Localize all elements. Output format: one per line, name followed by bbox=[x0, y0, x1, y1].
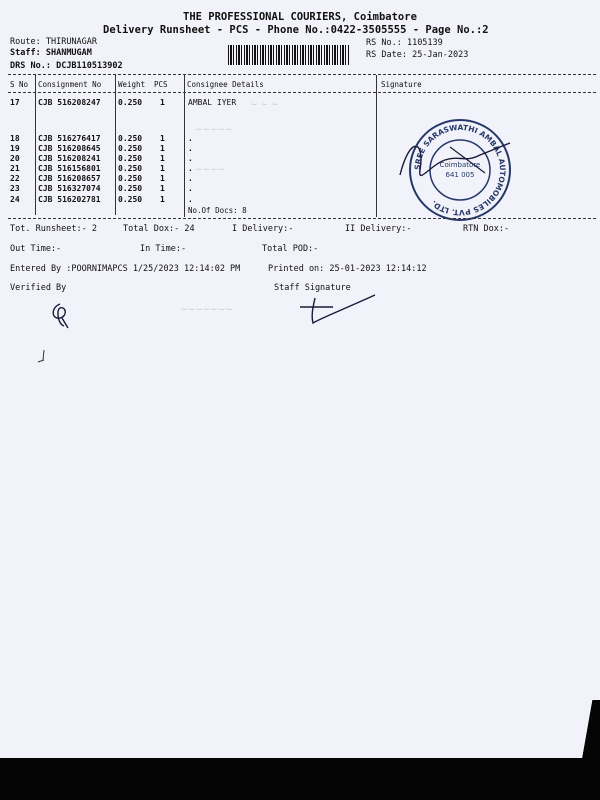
row-consignee: . bbox=[188, 154, 193, 163]
row-consignment: CJB 516208657 bbox=[38, 174, 101, 183]
row-weight: 0.250 bbox=[118, 144, 143, 153]
seal-pin: 641 005 bbox=[445, 171, 475, 179]
row-sno: 21 bbox=[10, 164, 20, 173]
entered-by: Entered By :POORNIMAPCS 1/25/2023 12:14:02 PM bbox=[10, 264, 241, 274]
scan-edge bbox=[580, 700, 600, 760]
scan-edge bbox=[0, 758, 600, 800]
row-consignee: . bbox=[188, 184, 193, 193]
route-line bbox=[10, 37, 97, 47]
bleed-through-text: ~~~~~~~ bbox=[180, 305, 233, 315]
row-sno: 24 bbox=[10, 195, 20, 204]
bleed-through-text: ~~~~ bbox=[195, 165, 226, 175]
staff-line bbox=[10, 48, 92, 58]
route-label: Route: bbox=[10, 37, 41, 47]
row-pcs: 1 bbox=[160, 164, 165, 173]
col-consignee: Consignee Details bbox=[187, 80, 264, 89]
out-time: Out Time:- bbox=[10, 244, 62, 254]
divider bbox=[8, 74, 596, 75]
consignee-signature bbox=[390, 125, 520, 205]
bleed-through-text: ~ ~ ~ bbox=[250, 100, 279, 110]
row-pcs: 1 bbox=[160, 134, 165, 143]
rs-date-label: RS Date: bbox=[366, 50, 407, 60]
rtn-dox: RTN Dox:- bbox=[463, 224, 510, 234]
column-divider bbox=[184, 75, 185, 217]
col-signature: Signature bbox=[381, 80, 422, 89]
row-sno: 18 bbox=[10, 134, 20, 143]
staff-signature bbox=[295, 293, 380, 325]
row-pcs: 1 bbox=[160, 98, 165, 107]
rs-date-value: 25-Jan-2023 bbox=[412, 50, 469, 60]
row-pcs: 1 bbox=[160, 195, 165, 204]
row-consignment: CJB 516156801 bbox=[38, 164, 101, 173]
rs-date-line bbox=[366, 50, 468, 60]
divider bbox=[8, 218, 596, 219]
divider bbox=[8, 92, 596, 93]
row-weight: 0.250 bbox=[118, 184, 143, 193]
row-consignee: . bbox=[188, 134, 193, 143]
bleed-through-text: ~~~~~ bbox=[195, 125, 233, 135]
route-value: THIRUNAGAR bbox=[45, 37, 98, 47]
row-pcs: 1 bbox=[160, 184, 165, 193]
row-sno: 17 bbox=[10, 98, 20, 107]
row-sno: 23 bbox=[10, 184, 20, 193]
row-consignment: CJB 516208247 bbox=[38, 98, 101, 107]
row-pcs: 1 bbox=[160, 144, 165, 153]
row-pcs: 1 bbox=[160, 174, 165, 183]
total-pod: Total POD:- bbox=[262, 244, 319, 254]
ii-delivery: II Delivery:- bbox=[345, 224, 412, 234]
row-sno: 19 bbox=[10, 144, 20, 153]
row-sno: 22 bbox=[10, 174, 20, 183]
col-consignment: Consignment No bbox=[38, 80, 102, 89]
runsheet-subtitle: Delivery Runsheet - PCS - Phone No.:0422-3505555 - Page No.:2 bbox=[103, 24, 489, 36]
rs-no-line bbox=[366, 38, 443, 48]
staff-signature-label: Staff Signature bbox=[274, 283, 351, 293]
rs-no-value: 1105139 bbox=[406, 38, 443, 48]
verifier-initials bbox=[48, 300, 78, 332]
row-consignee: . bbox=[188, 164, 193, 173]
barcode bbox=[228, 45, 350, 65]
pen-mark bbox=[36, 348, 50, 364]
row-consignee: AMBAL IYER bbox=[188, 98, 237, 107]
row-consignee: . bbox=[188, 195, 193, 204]
row-consignment: CJB 516202781 bbox=[38, 195, 101, 204]
col-pcs: PCS bbox=[154, 80, 168, 89]
verified-by: Verified By bbox=[10, 283, 67, 293]
staff-label: Staff: bbox=[10, 48, 41, 58]
printed-on: Printed on: 25-01-2023 12:14:12 bbox=[268, 264, 427, 274]
row-consignment: CJB 516327074 bbox=[38, 184, 101, 193]
seal-text: SREE SARASWATHI AMBAL AUTOMOBILES PVT. LTD. bbox=[412, 122, 508, 218]
rs-no-label: RS No.: bbox=[366, 38, 402, 48]
col-weight: Weight bbox=[118, 80, 146, 89]
drs-label: DRS No.: bbox=[10, 61, 51, 71]
column-divider bbox=[376, 75, 377, 217]
row-weight: 0.250 bbox=[118, 164, 143, 173]
column-divider bbox=[35, 75, 36, 215]
company-title: THE PROFESSIONAL COURIERS, Coimbatore bbox=[183, 11, 417, 23]
column-divider bbox=[115, 75, 116, 215]
row-consignment: CJB 516276417 bbox=[38, 134, 101, 143]
i-delivery: I Delivery:- bbox=[232, 224, 294, 234]
drs-line bbox=[10, 61, 123, 71]
total-dox: Total Dox:- 24 bbox=[123, 224, 195, 234]
in-time: In Time:- bbox=[140, 244, 187, 254]
tot-runsheet: Tot. Runsheet:- 2 bbox=[10, 224, 97, 234]
row-consignee: . bbox=[188, 144, 193, 153]
row-sno: 20 bbox=[10, 154, 20, 163]
staff-value: SHANMUGAM bbox=[45, 48, 92, 58]
seal-city: Coimbatore bbox=[439, 161, 481, 169]
docs-count: No.Of Docs: 8 bbox=[188, 206, 247, 215]
row-consignment: CJB 516208645 bbox=[38, 144, 101, 153]
col-sno: S No bbox=[10, 80, 29, 89]
row-weight: 0.250 bbox=[118, 134, 143, 143]
row-weight: 0.250 bbox=[118, 154, 143, 163]
row-weight: 0.250 bbox=[118, 174, 143, 183]
drs-value: DCJB110513902 bbox=[56, 61, 123, 71]
row-weight: 0.250 bbox=[118, 195, 143, 204]
row-consignment: CJB 516208241 bbox=[38, 154, 101, 163]
row-pcs: 1 bbox=[160, 154, 165, 163]
row-consignee: . bbox=[188, 174, 193, 183]
row-weight: 0.250 bbox=[118, 98, 143, 107]
